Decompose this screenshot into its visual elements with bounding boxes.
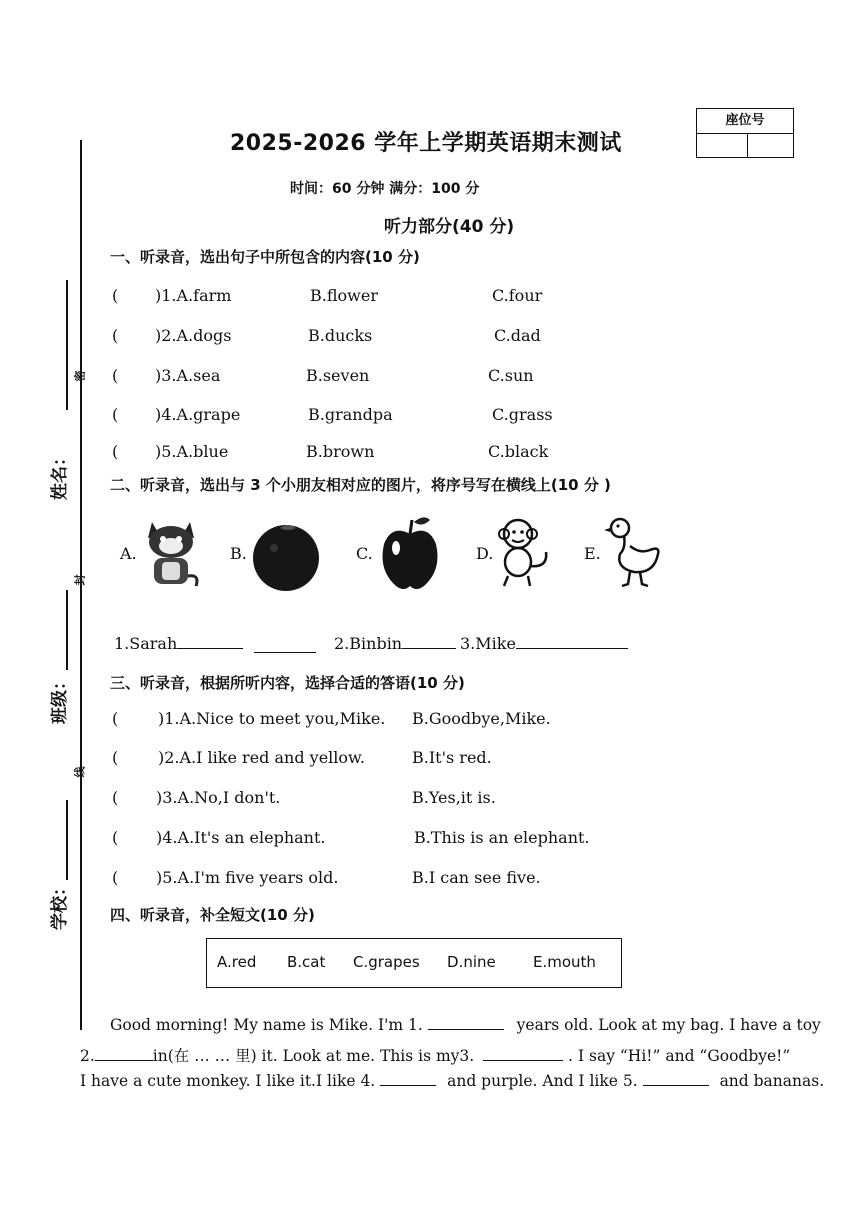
q4-c: C.grass — [492, 405, 553, 424]
binding-line-school — [66, 800, 68, 880]
passage-line-3 — [80, 1072, 824, 1090]
passage-text: in(在 … … 里) it. Look at me. This is my3. — [152, 1047, 475, 1065]
q1-b: B.flower — [310, 286, 378, 305]
passage-line-2 — [80, 1044, 790, 1066]
answer-sarah-blank[interactable] — [177, 648, 243, 649]
q4-paren[interactable]: ( — [112, 405, 119, 424]
s3-q2-b: B.It's red. — [412, 748, 492, 767]
s3-q3-paren[interactable]: ( — [112, 788, 119, 807]
seal-feng: 封 — [73, 574, 87, 586]
s3-q5-b: B.I can see five. — [412, 868, 541, 887]
s3-q3-a: )3.A.No,I don't. — [156, 788, 281, 807]
seat-number-box — [696, 108, 794, 158]
section3-title: 三、听录音，根据所听内容，选择合适的答语(10 分) — [110, 674, 465, 692]
orange-icon — [250, 520, 322, 592]
answer-binbin-label: 2.Binbin — [334, 634, 403, 653]
passage-text: 2. — [80, 1047, 95, 1065]
answer-sarah — [114, 634, 243, 653]
passage-blank-3[interactable] — [483, 1060, 563, 1061]
binding-line-class — [66, 590, 68, 670]
s3-q3-b: B.Yes,it is. — [412, 788, 496, 807]
cat-icon — [140, 516, 202, 590]
q5-c: C.black — [488, 442, 549, 461]
word-bank-box — [206, 938, 622, 988]
q5-b: B.brown — [306, 442, 375, 461]
exam-meta: 时间：60 分钟 满分：100 分 — [290, 181, 480, 197]
word-option: B.cat — [287, 953, 326, 971]
picture-label-d: D. — [476, 544, 494, 563]
word-option: C.grapes — [353, 953, 420, 971]
passage-blank-1[interactable] — [428, 1029, 504, 1030]
monkey-icon — [496, 516, 552, 588]
passage-line-1 — [110, 1016, 821, 1034]
name-label: 姓名： — [50, 449, 70, 500]
q3-a: )3.A.sea — [155, 366, 221, 385]
s3-q4-b: B.This is an elephant. — [414, 828, 590, 847]
s3-q2-paren[interactable]: ( — [112, 748, 119, 767]
s3-q4-a: )4.A.It's an elephant. — [156, 828, 326, 847]
s3-q4-paren[interactable]: ( — [112, 828, 119, 847]
class-label: 班级： — [50, 673, 70, 724]
s3-q1-a: )1.A.Nice to meet you,Mike. — [158, 709, 386, 728]
seat-number-label: 座位号 — [697, 109, 793, 134]
s3-q2-a: )2.A.I like red and yellow. — [158, 748, 365, 767]
seal-mi: 密 — [73, 370, 87, 382]
school-label: 学校： — [50, 879, 70, 930]
answer-mike-blank[interactable] — [516, 648, 628, 649]
answer-binbin — [334, 634, 456, 653]
passage-blank-4[interactable] — [380, 1085, 436, 1086]
passage-text: I have a cute monkey. I like it.I like 4. — [80, 1072, 376, 1090]
s3-q5-a: )5.A.I'm five years old. — [156, 868, 339, 887]
picture-label-e: E. — [584, 544, 601, 563]
picture-label-a: A. — [120, 544, 137, 563]
section1-title: 一、听录音，选出句子中所包含的内容(10 分) — [110, 248, 420, 266]
q5-a: )5.A.blue — [155, 442, 229, 461]
q2-a: )2.A.dogs — [155, 326, 232, 345]
q2-b: B.ducks — [308, 326, 373, 345]
passage-blank-2[interactable] — [95, 1060, 153, 1061]
apple-icon — [378, 514, 442, 592]
answer-extra-blank[interactable] — [254, 652, 316, 653]
s3-q5-paren[interactable]: ( — [112, 868, 119, 887]
q4-b: B.grandpa — [308, 405, 393, 424]
s3-q1-b: B.Goodbye,Mike. — [412, 709, 551, 728]
passage-text: and bananas. — [719, 1072, 825, 1090]
q2-c: C.dad — [494, 326, 541, 345]
passage-text: Good morning! My name is Mike. I'm 1. — [110, 1016, 423, 1034]
passage-blank-5[interactable] — [643, 1085, 709, 1086]
q3-c: C.sun — [488, 366, 534, 385]
picture-label-b: B. — [230, 544, 247, 563]
passage-text: . I say “Hi!” and “Goodbye!” — [568, 1047, 791, 1065]
q1-a: )1.A.farm — [155, 286, 232, 305]
word-option: D.nine — [447, 953, 496, 971]
q3-b: B.seven — [306, 366, 370, 385]
q4-a: )4.A.grape — [155, 405, 241, 424]
answer-mike-label: 3.Mike — [460, 634, 516, 653]
passage-text: and purple. And I like 5. — [447, 1072, 638, 1090]
section2-title: 二、听录音，选出与 3 个小朋友相对应的图片，将序号写在横线上(10 分 ) — [110, 476, 611, 494]
q3-paren[interactable]: ( — [112, 366, 119, 385]
word-option: E.mouth — [533, 953, 596, 971]
q5-paren[interactable]: ( — [112, 442, 119, 461]
answer-mike — [460, 634, 628, 653]
exam-title: 2025-2026 学年上学期英语期末测试 — [230, 131, 622, 156]
seal-xian: 线 — [73, 766, 87, 778]
q2-paren[interactable]: ( — [112, 326, 119, 345]
q1-paren[interactable]: ( — [112, 286, 119, 305]
listening-part-heading: 听力部分(40 分) — [384, 217, 515, 237]
answer-binbin-blank[interactable] — [402, 648, 456, 649]
passage-text: years old. Look at my bag. I have a toy — [516, 1016, 821, 1034]
duck-icon — [604, 514, 662, 588]
section4-title: 四、听录音，补全短文(10 分) — [110, 906, 315, 924]
s3-q1-paren[interactable]: ( — [112, 709, 119, 728]
binding-line-name — [66, 280, 68, 410]
answer-sarah-label: 1.Sarah — [114, 634, 178, 653]
seat-number-cell[interactable] — [697, 134, 748, 157]
word-option: A.red — [217, 953, 257, 971]
q1-c: C.four — [492, 286, 543, 305]
picture-label-c: C. — [356, 544, 373, 563]
